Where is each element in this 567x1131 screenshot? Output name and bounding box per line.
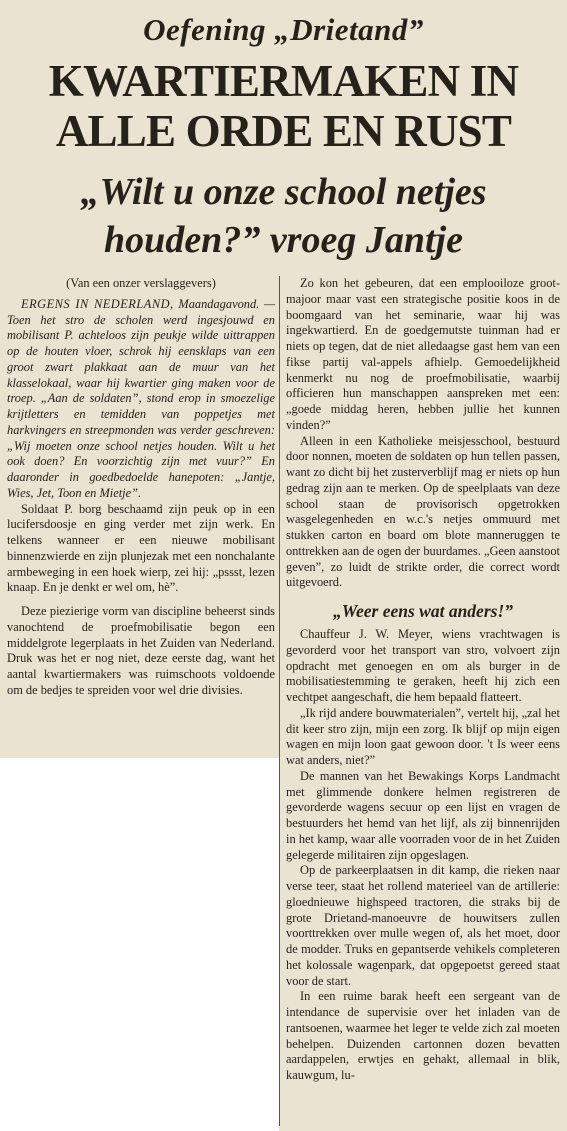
article-paragraph: Zo kon het gebeuren, dat een emplooiloze groot-majoor maar vast een strategische positie koos in de boomgaard van het seminarie, waar hij was ingekwartierd. En de goedgemutste tuinman had er niets op tegen, dat de niet alledaagse gast hem van een fikse partij val-appels afhielp. Gemoedelijkheid kenmerkt nu nog de proefmobilisatie, waarbij officieren hun manschappen aanspreken met een: „goede middag heren, hebben jullie het kunnen vinden?” <box>286 276 560 432</box>
right-column <box>286 276 560 1084</box>
paragraph-text: Maandagavond. — Toen het stro de scholen werd ingesjouwd en mobilisant P. achteloos zijn peukje wilde uittrappen op de houten vloer, schrok hij eensklaps van een groot zwart plakkaat aan de muur van het klasselokaal, waar hij kwartier ging maken voor de troep. „Aan de soldaten”, stond erop in smoezelige krijtletters en temidden van poppetjes met harkvingers en streepmonden was verder geschreven: „Wij moeten onze school netjes houden. Wilt u het ook doen? En voorzichtig zijn met vuur?” En daaronder in goedbedoelde hanepoten: „Jantje, Wies, Jet, Toon en Mietje”. <box>7 296 275 500</box>
section-subheading: „Weer eens wat anders!” <box>332 601 514 621</box>
article-paragraph: Op de parkeerplaatsen in dit kamp, die rieken naar verse teer, staat het rollend materieel van de artillerie: gloednieuwe highspeed tractoren, die straks bij de grote Drietand-manoeuvre de houwitsers zullen voorttrekken over mulle wegen of, als het moet, door de modder. Truks en gepantserde vehikels completeren het kolossale wagenpark, dat opgepoetst gereed staat voor de start. <box>286 863 560 988</box>
article-paragraph: In een ruime barak heeft een sergeant van de intendance de supervisie over het inladen van de rantsoenen, waarmee het leger te velde zich zal moeten behelpen. Duizenden cartonnen dozen bevatten aardappelen, erwtjes en gehakt, allemaal in blik, kauwgum, lu- <box>286 989 560 1082</box>
headline <box>0 56 567 156</box>
article-paragraph: Deze piezierige vorm van discipline beheerst sinds vanochtend de proefmobilisatie begon een middelgrote legerplaats in het Zuiden van Nederland. Druk was het er nog niet, deze eerste dag, want het aantal kwartiermakers was ruimschoots voldoende om de bedjes te spreiden voor wel drie divisies. <box>7 604 275 697</box>
article-paragraph: Chauffeur J. W. Meyer, wiens vrachtwagen is gevorderd voor het transport van stro, volvoert zijn opdracht met genoegen en om als burger in de mobilisatiestemming te geraken, heeft hij zich een vechtpet aangeschaft, die hem bepaald flatteert. <box>286 627 560 704</box>
headline-line-1: KWARTIERMAKEN IN <box>48 56 519 106</box>
article-paragraph: Soldaat P. borg beschaamd zijn peuk op in een lucifersdoosje en ging verder met zijn werk. En telkens wanneer er een nieuwe mobilisant binnenzwierde en zijn plunjezak met een nonchalante armbeweging in een hoek wierp, zei hij: „pssst, lezen knaap. En je denkt er wel om, hè”. <box>7 501 275 595</box>
headline-line-2: ALLE ORDE EN RUST <box>55 106 512 156</box>
kicker: Oefening „Drietand” <box>143 12 424 47</box>
dateline: ERGENS IN NEDERLAND, <box>21 296 174 311</box>
article-paragraph: Alleen in een Katholieke meisjesschool, bestuurd door nonnen, moeten de soldaten op hun tellen passen, want zo dicht bij het zusterverblijf mag er niets op hun gedrag zijn aan te merken. Op de speelplaats van deze school staan de provisorisch opgetrokken wasgelegenheden en w.c.'s netjes ommuurd met stukken carton en board om blote manneruggen te onttrekken aan de ogen der buurdames. „Geen aanstoot geven”, zo luidt de strikte order, die correct wordt uitgevoerd. <box>286 433 560 590</box>
article-paragraph <box>7 297 275 502</box>
article-paragraph: De mannen van het Bewakings Korps Landmacht met glimmende donkere helmen registreren de gevorderde wagens secuur op een lijst en vragen de bestuurders het hemd van het lijf, als zij binnenrijden in het kamp, waar alle voorraden voor de in het Zuiden gelegerde militairen zijn opgeslagen. <box>286 768 560 862</box>
subheadline-line-2: houden?” vroeg Jantje <box>104 219 463 261</box>
article-paragraph: „Ik rijd andere bouwmaterialen”, vertelt hij, „zal het dit keer stro zijn, mijn een zorg. Ik blijf op mijn eigen wagen en mijn loon gaat gewoon door. 't Is weer eens wat anders, niet?” <box>286 705 560 767</box>
subheadline <box>0 168 567 264</box>
byline: (Van een onzer verslaggevers) <box>66 276 216 290</box>
subheadline-line-1: „Wilt u onze school netjes <box>80 171 487 213</box>
left-column <box>7 276 275 699</box>
column-divider <box>279 276 280 1126</box>
